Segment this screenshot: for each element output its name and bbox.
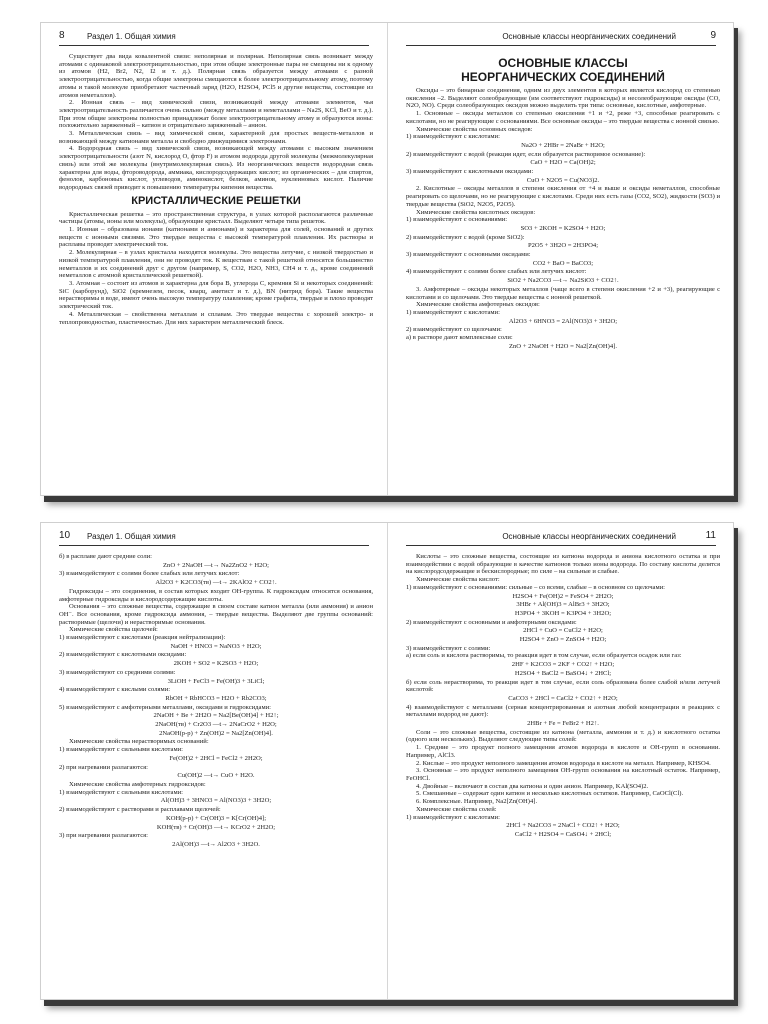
formula: 2NaOH(р-р) + Zn(OH)2 = Na2[Zn(OH)4].: [159, 729, 273, 737]
list-item: 1) взаимодействуют с сильными кислотами:: [59, 788, 183, 796]
page-text: [59, 553, 373, 993]
paragraph: Химические свойства щелочей:: [69, 626, 158, 634]
formula: Al2O3 + 6HNO3 = 2Al(NO3)3 + 3H2O;: [508, 317, 618, 325]
paragraph: Химические свойства нерастворимых оснований:: [69, 738, 209, 746]
page-text: [406, 53, 720, 489]
formula: RbOH + RbHCO3 = H2O + Rb2CO3;: [165, 694, 267, 702]
list-item: а) если соль и кислота растворимы, то реакция идет в том случае, если образуется осадок или газ:: [406, 652, 682, 660]
running-head: Раздел 1. Общая химия: [87, 32, 176, 41]
running-head: Основные классы неорганических соединений: [502, 532, 676, 541]
page-number: 10: [59, 530, 71, 541]
paragraph: 2. Ионная связь – вид химической связи, возникающей между атомами элементов, чья электроотрицательность различается очень сильно (между металлами и неметаллами – Na2S, KCl, BeO и т. д.). При этом общие электроны полностью принадлежат более электроотрицательному атому и образуются ионы: положительно заряженный – катион и отрицательно заряженный – анион.: [59, 99, 373, 130]
paragraph: Существует два вида ковалентной связи: неполярная и полярная. Неполярная связь возникает между атомами с одинаковой электроотрицательностью, при этом общие электронные пары не смещены ни к одному из атомов (H2, Br2, N2, I2 и т. д.). Полярная связь образуется между атомами с разной электроотрицательностью, когда общие электроны смещаются к более электроотрицательному атому, поэтому атомы и такой молекуле приобретают частичный заряд (H2O, H2SO4, PCl5 и другие вещества, состоящие из атомов неметаллов).: [59, 53, 373, 99]
paragraph: 4. Двойные – включают в состав два катиона и один анион. Например, KAl(SO4)2.: [416, 782, 649, 790]
formula: ZnO + 2NaOH + H2O = Na2[Zn(OH)4].: [508, 342, 618, 350]
list-item: 4) взаимодействуют с солями более слабых или летучих кислот:: [406, 268, 587, 276]
list-item: 2) взаимодействуют с водой (кроме SiO2):: [406, 233, 525, 241]
list-item: 1) взаимодействуют с основаниями: сильные – со всеми, слабые – в основном со щелочами:: [406, 583, 666, 591]
list-item: 3) взаимодействуют с солями:: [406, 644, 491, 652]
paragraph: Соли – это сложные вещества, состоящие из катиона (металла, аммония и т. д.) и кислотного остатка (одного или нескольких). Выделяют следующие типы солей:: [406, 728, 720, 744]
list-item: 4) взаимодействуют с кислыми солями:: [59, 686, 171, 694]
paragraph: Химические свойства кислотных оксидов:: [416, 208, 536, 216]
text-lines: [406, 87, 720, 351]
list-item: 4) взаимодействуют с металлами (серная концентрированная и азотная любой концентрации в реакциях с металлами водород не дают):: [406, 703, 720, 719]
formula: 2HCl + Na2CO3 = 2NaCl + CO2↑ + H2O;: [506, 822, 620, 830]
page-number: 9: [710, 30, 716, 41]
paragraph: 3. Амфотерные – оксиды некоторых металлов (чаще всего в степени окисления +2 и +3), реагирующие с кислотами и со щелочами. Это твердые вещества с ионной решеткой.: [406, 285, 720, 301]
bottom-book-spread: [40, 522, 734, 1000]
list-item: 2) при нагревании разлагаются:: [59, 763, 148, 771]
formula: 2NaOH + Be + 2H2O = Na2[Be(OH)4] + H2↑;: [153, 712, 279, 720]
formula: P2O5 + 3H2O = 2H3PO4;: [527, 242, 599, 250]
formula: 2KOH + SO2 = K2SO3 + H2O;: [173, 660, 259, 668]
list-item: 1) взаимодействуют с кислотами:: [406, 133, 500, 141]
formula: 2HBr + Fe = FeBr2 + H2↑.: [527, 720, 599, 728]
page-9: [388, 23, 734, 495]
running-head: Раздел 1. Общая химия: [87, 532, 176, 541]
list-item: б) если соль нерастворима, то реакция идет в том случае, если соль образована более слабой и/или летучей кислотой:: [406, 678, 720, 694]
paragraph: Кислоты – это сложные вещества, состоящие из катиона водорода и аниона кислотного остатка и при взаимодействии с водой образующие в качестве катионов только ионы водорода. По составу кислоты делятся на кислородсодержащие и бескислородные; по силе – на сильные и слабые.: [406, 553, 720, 576]
paragraph: Оксиды – это бинарные соединения, одним из двух элементов в которых является кислород со степенью окисления –2. Выделяют солеобразующие (им соответствуют гидроксиды) и несолеобразующие оксиды (CO, N2O, NO). Среди солеобразующих оксидов можно выделить три типа: основные, кислотные, амфотерные.: [406, 87, 720, 110]
paragraph: 2. Молекулярная – в узлах кристалла находятся молекулы. Это вещества летучие, с низкой твердостью и низкой температурой плавления, они не проводят ток. К веществам с такой решеткой относятся большинство неметаллов и их соединений друг с другом (например, S, CO2, H2O, NH3, CH4 и т. д., кроме соединений неметаллов с атомной кристаллической решеткой).: [59, 249, 373, 280]
paragraph: 1. Основные – оксиды металлов со степенью окисления +1 и +2, реже +3, способные реагировать с кислотами, но не реагирующие с основаниями. Все основные оксиды – это твердые вещества с ионной связью.: [406, 110, 720, 125]
list-item: 1) взаимодействуют с кислотами:: [406, 813, 500, 821]
formula: CaCO3 + 2HCl = CaCl2 + CO2↑ + H2O;: [508, 694, 618, 702]
page-text: [59, 53, 373, 489]
formula: NaOH + HNO3 = NaNO3 + H2O;: [170, 642, 262, 650]
list-item: 1) взаимодействуют с кислотами (реакция нейтрализации):: [59, 634, 226, 642]
formula: SO3 + 2KOH = K2SO4 + H2O;: [520, 224, 606, 232]
page-10: [41, 523, 387, 999]
page-number: 11: [705, 530, 716, 541]
paragraph: Основания – это сложные вещества, содержащие в своем составе катион металла (или аммония) и анион OH⁻. Все основания, кроме гидроксида аммония, – твердые вещества. Выделяют две группы оснований: растворимые (щелочи) и нерастворимые основания.: [59, 603, 373, 626]
top-book-spread: [40, 22, 734, 496]
formula: CaO + H2O = Ca(OH)2;: [530, 159, 596, 167]
page-text: [406, 553, 720, 993]
list-item: 1) взаимодействуют с сильными кислотами:: [59, 746, 183, 754]
formula: 3LiOH + FeCl3 = Fe(OH)3 + 3LiCl;: [167, 677, 265, 685]
paragraph: 2. Кислые – это продукт неполного замещения атомов водорода в кислоте на металл. Например, KHSO4.: [416, 759, 711, 767]
paragraph: 4. Металлическая – свойственна металлам и сплавам. Это твердые вещества с хорошей электро- и теплопроводностью, пластичностью. Для них характерен металлический блеск.: [59, 310, 373, 326]
section-title: КРИСТАЛЛИЧЕСКИЕ РЕШЕТКИ: [131, 194, 301, 207]
paragraph: 5. Смешанные – содержат один катион и несколько кислотных остатков. Например, CaOCl(Cl).: [416, 790, 684, 798]
paragraph: Химические свойства солей:: [416, 805, 497, 813]
running-head: Основные классы неорганических соединений: [502, 32, 676, 41]
text-lines: [59, 553, 373, 849]
list-item: 1) взаимодействуют с основаниями:: [406, 216, 508, 224]
list-item: 1) взаимодействуют с кислотами:: [406, 308, 500, 316]
page-header: [59, 531, 369, 546]
paragraph: Химические свойства основных оксидов:: [416, 125, 533, 133]
formula: Al2O3 + K2CO3(тв) —t→ 2KAlO2 + CO2↑.: [155, 579, 277, 587]
paragraph: 1. Ионная – образована ионами (катионами и анионами) и характерна для солей, оснований и других веществ с ионными связями. Это твердые вещества с высокой температурой плавления. Их растворы и расплавы проводят электрический ток.: [59, 226, 373, 249]
paragraph: 3. Металлическая связь – вид химической связи, характерной для простых веществ-металлов и возникающей между катионами металла и свободно движущимися электронами.: [59, 130, 373, 145]
list-item: 2) взаимодействуют со щелочами:: [406, 326, 502, 334]
text-lines: [406, 553, 720, 839]
paragraph: 2. Кислотные – оксиды металлов в степени окисления от +4 и выше и оксиды неметаллов, способные реагировать со щелочами, но не реагирующие с кислотами. Среди них есть газы (CO2, SO2), жидкости (SO3) и твердые вещества (SiO2, N2O5, P2O5).: [406, 185, 720, 208]
paragraph: Химические свойства амфотерных оксидов:: [416, 301, 540, 309]
formula: 2HCl + CuO = CuCl2 + H2O;: [523, 627, 603, 635]
list-item: а) в растворе дают комплексные соли:: [406, 334, 513, 342]
list-item: б) в расплаве дают средние соли:: [59, 553, 152, 560]
list-item: 3) взаимодействуют с кислотными оксидами:: [406, 168, 534, 176]
list-item: 2) взаимодействуют с водой (реакция идет, если образуется растворимое основание):: [406, 150, 646, 158]
formula: Al(OH)3 + 3HNO3 = Al(NO3)3 + 3H2O;: [160, 797, 272, 805]
paragraph: 4. Водородная связь – вид химической связи, возникающей между атомами с высоким значением электроотрицательности (азот N, кислород O, фтор F) и атомом водорода другой молекулы (межмолекулярная связь) или этой же молекулы (внутримолекулярная связь). Из неорганических веществ водородная связь характерна для воды, фтороводорода, аммиака, кислородсодержащих кислот; из органических – для спиртов, фенолов, карбоновых кислот, углеводов, аминокислот, белков, аминов, нуклеиновых кислот. Наличие водородных связей приводит к повышению температуры кипения вещества.: [59, 145, 373, 191]
formula: 2NaOH(тв) + Cr2O3 —t→ 2NaCrO2 + H2O;: [155, 721, 277, 729]
formula: CO2 + BaO = BaCO3;: [532, 259, 594, 267]
formula: Cu(OH)2 —t→ CuO + H2O.: [177, 772, 255, 780]
formula: H2SO4 + BaCl2 = BaSO4↓ + 2HCl;: [514, 669, 612, 677]
paragraph: 3. Основные – это продукт неполного замещения OH-групп основания на кислотный остаток. Например, FeOHCl.: [406, 767, 720, 782]
chapter-title-line-2: НЕОРГАНИЧЕСКИХ СОЕДИНЕНИЙ: [461, 70, 665, 84]
paragraph: 3. Атомная – состоит из атомов и характерна для бора B, углерода C, кремния Si и некоторых соединений: SiC (карборунд), SiO2 (кремнезем, песок, кварц, аметист и т. д.), BN (нитрид бора). Такие вещества нерастворимы в воде, имеют очень высокую температуру плавления; кроме графита, твердые и плохо проводят электрический ток.: [59, 279, 373, 311]
formula: SiO2 + Na2CO3 —t→ Na2SiO3 + CO2↑.: [507, 277, 619, 285]
list-item: 2) взаимодействуют с основными и амфотерными оксидами:: [406, 618, 577, 626]
page-number: 8: [59, 30, 65, 41]
list-item: 3) взаимодействуют с солями более слабых или летучих кислот:: [59, 570, 240, 578]
page-8: [41, 23, 387, 495]
paragraph: Химические свойства кислот:: [416, 576, 500, 584]
formula: H3PO4 + 3KOH = K3PO4 + 3H2O;: [514, 609, 612, 617]
formula: ZnO + 2NaOH —t→ Na2ZnO2 + H2O;: [163, 561, 269, 569]
list-item: 3) взаимодействуют с основными оксидами:: [406, 251, 531, 259]
list-item: 3) взаимодействуют со средними солями:: [59, 668, 176, 676]
formula: 2Al(OH)3 —t→ Al2O3 + 3H2O.: [172, 840, 260, 848]
paragraph: 1. Средние – это продукт полного замещения атомов водорода в кислоте и OH-групп в основании. Например, AlCl3.: [406, 744, 720, 759]
formula: Na2O + 2HBr = 2NaBr + H2O;: [521, 141, 605, 149]
chapter-title-line-1: ОСНОВНЫЕ КЛАССЫ: [498, 56, 628, 70]
page-header: [59, 31, 369, 46]
formula: H2SO4 + ZnO = ZnSO4 + H2O;: [519, 636, 607, 644]
list-item: 5) взаимодействуют с амфотерными металлами, оксидами и гидроксидами:: [59, 703, 271, 711]
formula: CaCl2 + H2SO4 = CaSO4↓ + 2HCl;: [514, 830, 612, 838]
page-header: [406, 531, 716, 546]
formula: KOH(р-р) + Cr(OH)3 = K[Cr(OH)4];: [165, 814, 267, 822]
paragraph: Гидроксиды – это соединения, в состав которых входит OH-группа. К гидроксидам относятся основания, амфотерные гидроксиды и кислородсодержащие кислоты.: [59, 587, 373, 603]
formula: H2SO4 + Fe(OH)2 = FeSO4 + 2H2O;: [512, 592, 614, 600]
formula: KOH(тв) + Cr(OH)3 —t→ KCrO2 + 2H2O;: [156, 823, 276, 831]
list-item: 3) при нагревании разлагаются:: [59, 832, 148, 840]
formula: 3HBr + Al(OH)3 = AlBr3 + 3H2O;: [516, 601, 610, 609]
list-item: 2) взаимодействуют с растворами и расплавами щелочей:: [59, 806, 221, 814]
paragraph: Кристаллическая решетка – это пространственная структура, в узлах которой располагаются различные частицы (атомы, ионы или молекулы), образующие кристалл. Выделяют четыре типа решеток.: [59, 210, 373, 226]
formula: 2HF + K2CO3 = 2KF + CO2↑ + H2O;: [511, 661, 615, 669]
formula: CuO + N2O5 = Cu(NO3)2.: [526, 176, 600, 184]
page-header: [406, 31, 716, 46]
page-11: [388, 523, 734, 999]
paragraph: Химические свойства амфотерных гидроксидов:: [69, 780, 206, 788]
list-item: 2) взаимодействуют с кислотными оксидами:: [59, 651, 187, 659]
formula: Fe(OH)2 + 2HCl = FeCl2 + 2H2O;: [169, 754, 263, 762]
paragraph: 6. Комплексные. Например, Na2[Zn(OH)4].: [416, 798, 538, 806]
